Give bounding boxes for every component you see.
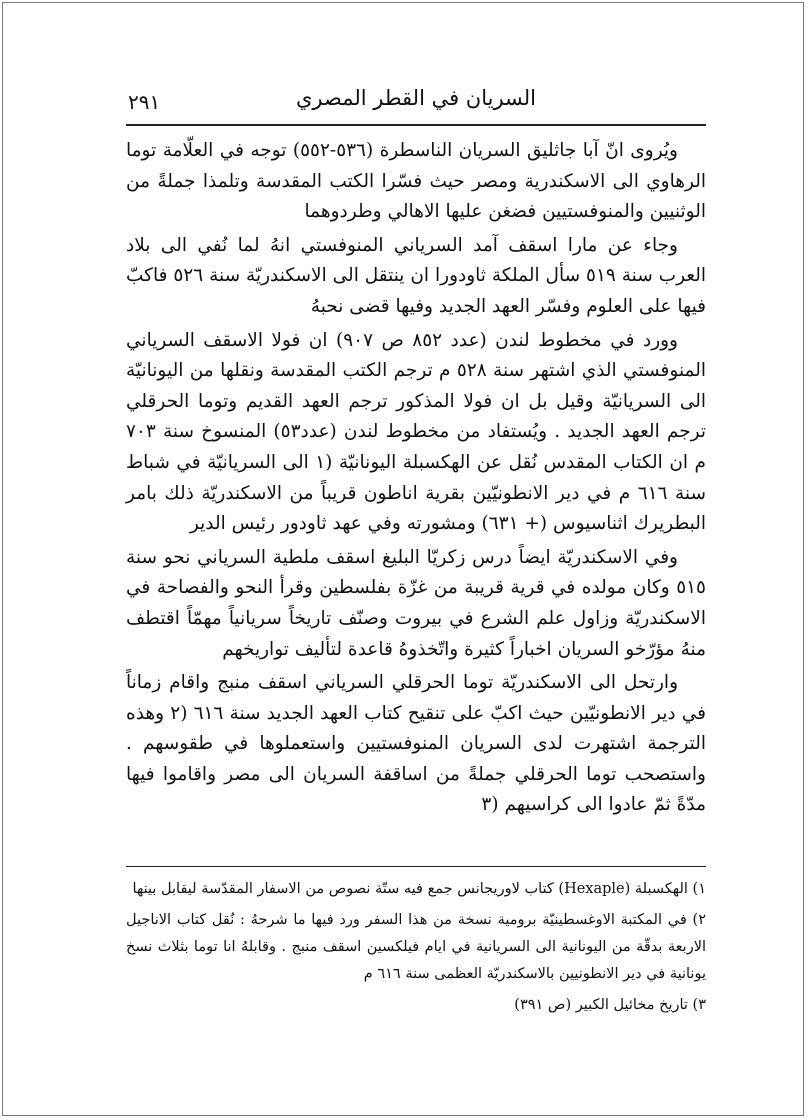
header-rule [126,124,706,126]
footnotes [126,876,706,1023]
paragraph-4: وفي الاسكندريّة ايضاً درس زكريّا البليغ اسقف ملطية السرياني نحو سنة ٥١٥ وكان مولده في قرية قريبة من غزّة بفلسطين وقرأ النحو والفصاحة في الاسكندريّة وزاول علم الشرع في بيروت وصنّف تاريخاً سريانياً مهمّاً اقتطف منهُ مؤرّخو السريان اخباراً كثيرة واتّخذوهُ قاعدة لتأليف تواريخهم [126,546,706,660]
footnote-3: ٣) تاريخ مخائيل الكبير (ص ٣٩١) [514,997,706,1013]
page-number: ٢٩١ [128,90,161,114]
paragraph-5: وارتحل الى الاسكندريّة توما الحرقلي السرياني اسقف منبج واقام زماناً في دير الانطونيّين حيث اكبّ على تنقيح كتاب العهد الجديد سنة ٦١٦ (٢ وهذه الترجمة اشتهرت لدى السريان المنوفستيين واستعملوها في طقوسهم . واستصحب توما الحرقلي جملةً من اساقفة السريان الى مصر واقاموا فيها مدّةً ثمّ عادوا الى كراسيهم (٣ [126,672,706,816]
paragraph-3: وورد في مخطوط لندن (عدد ٨٥٢ ص ٩٠٧) ان فولا الاسقف السرياني المنوفستي الذي اشتهر سنة ٥٢٨ م ترجم الكتب المقدسة ونقلها من اليونانيّة الى السريانيّة وقيل بل ان فولا المذكور ترجم العهد القديم وتوما الحرقلي ترجم العهد الجديد . ويُستفاد من مخطوط لندن (عدد٥٣) المنسوخ سنة ٧٠٣ م ان الكتاب المقدس نُقل عن الهكسبلة اليونانيّة (١ الى السريانيّة في شباط سنة ٦١٦ م في دير الانطونيّين بقرية اناطون قريباً من الاسكندريّة ذلك بامر البطريرك اثناسيوس (+ ٦٣١) ومشورته وفي عهد ثاودور رئيس الدير [126,329,706,535]
footnote-2: ٢) في المكتبة الاوغسطينيّة برومية نسخة من هذا السفر ورد فيها ما شرحهُ : نُقل كتاب الاناجيل الاربعة بدقّة من اليونانية الى السريانية في ايام فيلكسين اسقف منبج . وقابلهُ انا توما بثلاث نسخ يونانية في دير الانطونيين بالاسكندريّة العظمى سنة ٦١٦ م [126,912,706,982]
body-text [126,136,706,824]
footnote-1: ١) الهكسبلة (Hexaple) كتاب لاوريجانس جمع فيه ستّة نصوص من الاسفار المقدّسة ليقابل بينها [132,881,706,897]
paragraph-2: وجاء عن مارا اسقف آمد السرياني المنوفستي انهُ لما نُفي الى بلاد العرب سنة ٥١٩ سأل الملكة ثاودورا ان ينتقل الى الاسكندريّة سنة ٥٢٦ فاكبّ فيها على العلوم وفسّر العهد الجديد وفيها قضى نحبهُ [126,234,706,317]
running-title: السريان في القطر المصري [295,86,537,110]
footnote-rule [126,866,706,867]
page-header [128,86,704,118]
paragraph-1: ويُروى انّ آبا جاثليق السريان الناسطرة (٥٣٦-٥٥٢) توجه في العلّامة توما الرهاوي الى الاسكندرية ومصر حيث فسّرا الكتب المقدسة وتلمذا جملةً من الوثنيين والمنوفستيين فضغن عليها الاهالي وطردوهما [126,140,706,223]
